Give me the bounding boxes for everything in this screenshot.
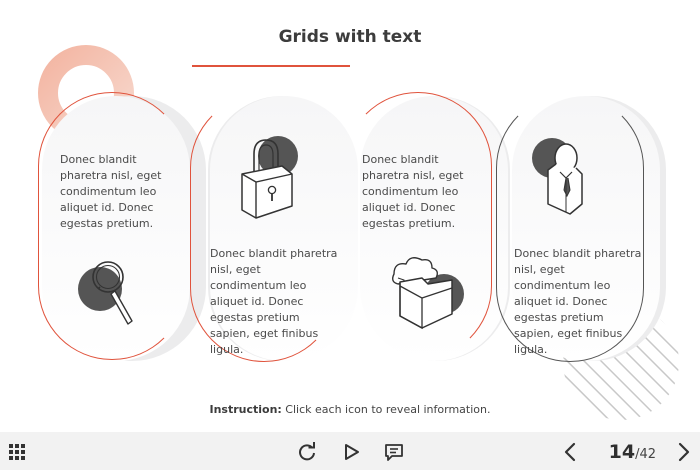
card-2-text: Donec blandit pharetra nisl, eget condimentum leo aliquet id. Donec egestas pretium sapien, eget finibus ligula. bbox=[210, 247, 338, 356]
padlock-icon[interactable] bbox=[232, 134, 304, 224]
prev-arrow-icon[interactable] bbox=[560, 441, 582, 463]
comment-icon[interactable] bbox=[383, 441, 405, 463]
instruction bbox=[0, 403, 700, 416]
magnifier-icon[interactable] bbox=[74, 255, 144, 329]
cloud-folder-icon[interactable] bbox=[384, 254, 468, 334]
menu-grid-icon[interactable] bbox=[8, 441, 30, 463]
page-counter bbox=[609, 441, 656, 463]
page-title: Grids with text bbox=[278, 27, 422, 47]
instruction-text: Click each icon to reveal information. bbox=[281, 403, 491, 416]
title-underline bbox=[192, 65, 350, 67]
user-icon[interactable] bbox=[530, 134, 590, 218]
card-1-text: Donec blandit pharetra nisl, eget condimentum leo aliquet id. Donec egestas pretium. bbox=[60, 153, 162, 230]
total-pages: /42 bbox=[635, 447, 656, 462]
navigation-bar bbox=[0, 432, 700, 470]
replay-icon[interactable] bbox=[296, 441, 318, 463]
card-4-text: Donec blandit pharetra nisl, eget condimentum leo aliquet id. Donec egestas pretium sapien, eget finibus ligula. bbox=[514, 247, 642, 356]
play-icon[interactable] bbox=[340, 441, 362, 463]
instruction-label: Instruction: bbox=[209, 403, 282, 416]
card-3-text: Donec blandit pharetra nisl, eget condimentum leo aliquet id. Donec egestas pretium. bbox=[362, 153, 464, 230]
current-page: 14 bbox=[608, 441, 636, 463]
next-arrow-icon[interactable] bbox=[672, 441, 694, 463]
